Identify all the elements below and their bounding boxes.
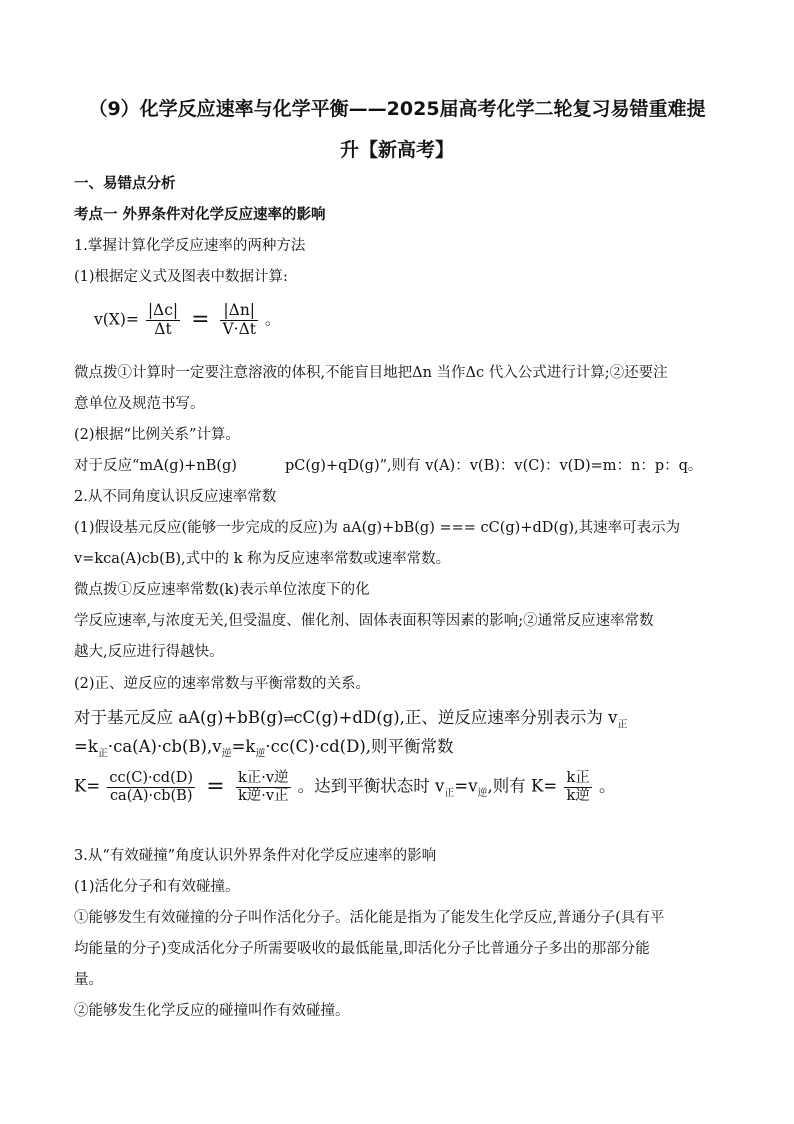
k-mid3: ,则有 K= (487, 776, 558, 796)
fraction-denominator: V·Δt (222, 319, 256, 338)
ratio-relation (74, 458, 702, 475)
elementary-reaction-line (74, 708, 627, 731)
item1-sub1: (1)根据定义式及图表中数据计算: (74, 269, 288, 285)
section-heading: 一、易错点分析 (74, 176, 176, 192)
item3-heading: 3.从“有效碰撞”角度认识外界条件对化学反应速率的影响 (74, 848, 437, 864)
fraction-dc-dt (146, 302, 180, 339)
equals-sign: = (191, 307, 210, 333)
item3-p1-line-2: 均能量的分子)变成活化分子所需要吸收的最低能量,即活化分子比普通分子多出的那部分能 (74, 941, 650, 957)
kaodian-heading: 考点一 外界条件对化学反应速率的影响 (74, 207, 326, 223)
fraction-denominator: ca(A)·cb(B) (109, 787, 193, 804)
subscript-zheng: 正 (97, 748, 108, 760)
item2-p1-line-2: v=kca(A)cb(B),式中的 k 称为反应速率常数或速率常数。 (74, 551, 451, 567)
equals-sign: = (206, 773, 225, 799)
k-end: 。 (598, 776, 616, 796)
item2-tip-line-1: 微点拨①反应速率常数(k)表示单位浓度下的化 (74, 582, 370, 598)
eq-line1-a: 对于基元反应 aA(g)+bB(g) (74, 708, 284, 727)
k-mid: 。达到平衡状态时 v (297, 776, 445, 796)
item2-sub2: (2)正、逆反应的速率常数与平衡常数的关系。 (74, 676, 371, 692)
item3-p1-line-3: 量。 (74, 972, 103, 988)
fraction-numerator: k正 (566, 770, 590, 786)
subscript-ni: 逆 (477, 787, 488, 799)
item3-p1-line-1: ①能够发生有效碰撞的分子叫作活化分子。活化能是指为了能发生化学反应,普通分子(具有平 (74, 910, 665, 926)
rate-definition-formula (94, 302, 280, 339)
subscript-zheng: 正 (617, 719, 628, 731)
eq-line1-b: cC(g)+dD(g),正、逆反应速率分别表示为 v (293, 708, 618, 727)
fraction-numerator: |Δc| (147, 301, 179, 319)
page-title-line-1: （9）化学反应速率与化学平衡——2025届高考化学二轮复习易错重难提 (88, 98, 706, 120)
subscript-ni: 逆 (255, 748, 266, 760)
item2-heading: 2.从不同角度认识反应速率常数 (74, 489, 277, 505)
item1-sub2: (2)根据“比例关系”计算。 (74, 427, 240, 443)
fraction-k-rate-constants (236, 770, 291, 804)
ratio-right: pC(g)+qD(g)”,则有 v(A)：v(B)：v(C)：v(D)=m：n：p：q。 (284, 458, 703, 474)
formula-lhs: v(X)= (94, 310, 139, 329)
fraction-numerator: k正·v逆 (237, 770, 289, 786)
fraction-k-ratio (564, 770, 591, 804)
fraction-dn-vdt (220, 302, 258, 339)
item2-p1-line-1: (1)假设基元反应(能够一步完成的反应)为 aA(g)+bB(g) === cC(g)+dD(g),其速率可表示为 (74, 520, 681, 536)
eq-line2-b: ·ca(A)·cb(B),v (107, 737, 222, 756)
equilibrium-arrow-icon: ⇌ (283, 712, 294, 727)
fraction-k-concentration (107, 770, 195, 804)
fraction-denominator: k逆 (566, 787, 590, 804)
item1-heading: 1.掌握计算化学反应速率的两种方法 (74, 238, 306, 254)
subscript-zheng: 正 (444, 787, 455, 799)
fraction-numerator: |Δn| (220, 302, 258, 321)
item3-p2: ②能够发生化学反应的碰撞叫作有效碰撞。 (74, 1003, 350, 1019)
ratio-left: 对于反应“mA(g)+nB(g) (74, 458, 237, 474)
eq-line2-a: =k (74, 737, 98, 756)
formula-end: 。 (264, 310, 281, 329)
item3-sub1: (1)活化分子和有效碰撞。 (74, 879, 240, 895)
item1-tip-line-1: 微点拨①计算时一定要注意溶液的体积,不能盲目地把Δn 当作Δc 代入公式进行计算;②还要注 (74, 365, 668, 381)
eq-line2-d: ·cc(C)·cd(D),则平衡常数 (265, 737, 454, 756)
item2-tip-line-2: 学反应速率,与浓度无关,但受温度、催化剂、固体表面积等因素的影响;②通常反应速率常数 (74, 613, 654, 629)
eq-line2-c: =k (231, 737, 256, 756)
fraction-numerator: cc(C)·cd(D) (109, 770, 194, 786)
page-title-line-2: 升【新高考】 (339, 139, 454, 161)
rate-expressions-line (74, 737, 454, 760)
equilibrium-constant-formula (74, 770, 615, 804)
item2-tip-line-3: 越大,反应进行得越快。 (74, 644, 224, 660)
subscript-ni: 逆 (221, 748, 232, 760)
k-lhs: K= (74, 776, 101, 796)
fraction-denominator: k逆·v正 (237, 787, 289, 804)
item1-tip-line-2: 意单位及规范书写。 (74, 396, 205, 412)
fraction-denominator: Δt (154, 319, 172, 338)
k-mid2: =v (454, 776, 478, 796)
